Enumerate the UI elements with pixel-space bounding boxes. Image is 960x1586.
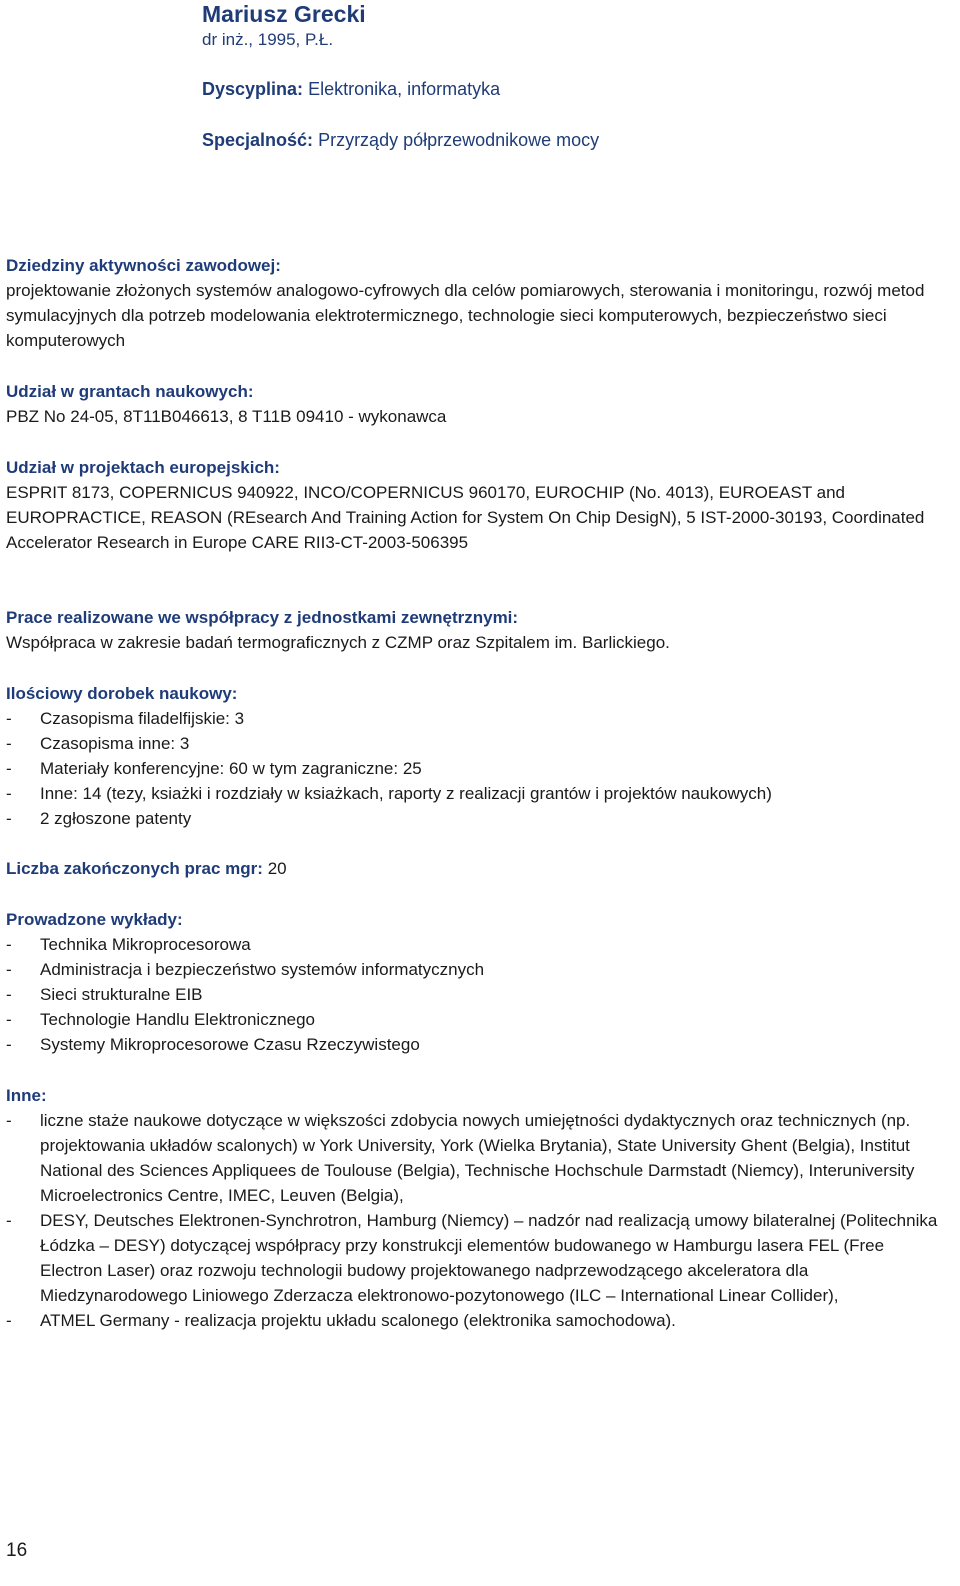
discipline-value: Elektronika, informatyka [308, 79, 501, 99]
other-list [6, 1108, 951, 1333]
header [202, 0, 366, 52]
list-item: - Technika Mikroprocesorowa [6, 932, 951, 957]
list-item: - Czasopisma filadelfijskie: 3 [6, 706, 951, 731]
section-other [6, 1083, 951, 1333]
theses-value: 20 [267, 859, 287, 878]
eu-projects-title: Udział w projektach europejskich: [6, 458, 280, 477]
person-name: Mariusz Grecki [202, 1, 366, 27]
list-item: - Administracja i bezpieczeństwo systemów informatycznych [6, 957, 951, 982]
page-number: 16 [6, 1540, 28, 1561]
list-item: - 2 zgłoszone patenty [6, 806, 951, 831]
list-item: - Technologie Handlu Elektronicznego [6, 1007, 951, 1032]
list-item: - Systemy Mikroprocesorowe Czasu Rzeczywistego [6, 1032, 951, 1057]
activity-text: projektowanie złożonych systemów analogowo-cyfrowych dla celów pomiarowych, sterowania i monitoringu, rozwój metod symulacyjnych dla potrzeb modelowania elektrotermicznego, technologie sieci komputerowych, bezpieczeństwo sieci komputerowych [6, 281, 925, 350]
activity-title: Dziedziny aktywności zawodowej: [6, 256, 281, 275]
section-lectures [6, 907, 951, 1057]
section-theses [6, 856, 951, 881]
list-item: - ATMEL Germany - realizacja projektu układu scalonego (elektronika samochodowa). [6, 1308, 951, 1333]
grants-title: Udział w grantach naukowych: [6, 382, 254, 401]
person-degree: dr inż., 1995, P.Ł. [202, 30, 334, 49]
output-list [6, 706, 951, 831]
discipline-label: Dyscyplina: [202, 79, 304, 99]
list-item: - Inne: 14 (tezy, ksiażki i rozdziały w ksiażkach, raporty z realizacji grantów i projektów naukowych) [6, 781, 951, 806]
eu-projects-text: ESPRIT 8173, COPERNICUS 940922, INCO/COPERNICUS 960170, EUROCHIP (No. 4013), EUROEAST and EUROPRACTICE, REASON (REsearch And Training Action for System On Chip DesigN), 5 IST-2000-30193, Coordinated Accelerator Research in Europe CARE RII3-CT-2003-506395 [6, 483, 925, 552]
section-cooperation [6, 605, 951, 655]
list-item: - Czasopisma inne: 3 [6, 731, 951, 756]
other-title: Inne: [6, 1086, 47, 1105]
section-grants [6, 379, 951, 429]
section-output [6, 681, 951, 831]
list-item: - liczne staże naukowe dotyczące w większości zdobycia nowych umiejętności dydaktycznych oraz technicznych (np. projektowania układów scalonych) w York University, York (Wielka Brytania), State University Ghent (Belgia), Institut National des Sciences Appliquees de Toulouse (Belgia), Technische Hochschule Darmstadt (Niemcy), Interuniversity Microelectronics Centre, IMEC, Leuven (Belgia), [6, 1108, 951, 1208]
section-eu-projects [6, 455, 951, 555]
cooperation-title: Prace realizowane we współpracy z jednostkami zewnętrznymi: [6, 608, 519, 627]
theses-row [6, 856, 951, 881]
output-title: Ilościowy dorobek naukowy: [6, 684, 238, 703]
discipline-row [202, 77, 500, 101]
lectures-list [6, 932, 951, 1057]
list-item: - Sieci strukturalne EIB [6, 982, 951, 1007]
lectures-title: Prowadzone wykłady: [6, 910, 183, 929]
cooperation-text: Współpraca w zakresie badań termograficznych z CZMP oraz Szpitalem im. Barlickiego. [6, 633, 670, 652]
section-activity [6, 253, 951, 353]
list-item: - DESY, Deutsches Elektronen-Synchrotron, Hamburg (Niemcy) – nadzór nad realizacją umowy bilateralnej (Politechnika Łódzka – DESY) dotyczącej współpracy przy konstrukcji elementów budowanego w Hamburgu lasera FEL (Free Electron Laser) oraz rozwoju technologii budowy projektowanego nadprzewodzącego akceleratora dla Miedzynarodowego Liniowego Zderzacza elektronowo-pozytonowego (ILC – International Linear Collider), [6, 1208, 951, 1308]
specialty-label: Specjalność: [202, 130, 314, 150]
grants-text: PBZ No 24-05, 8T11B046613, 8 T11B 09410 - wykonawca [6, 407, 447, 426]
list-item: - Materiały konferencyjne: 60 w tym zagraniczne: 25 [6, 756, 951, 781]
specialty-row [202, 128, 599, 152]
theses-title: Liczba zakończonych prac mgr: [6, 859, 263, 878]
specialty-value: Przyrządy półprzewodnikowe mocy [318, 130, 600, 150]
